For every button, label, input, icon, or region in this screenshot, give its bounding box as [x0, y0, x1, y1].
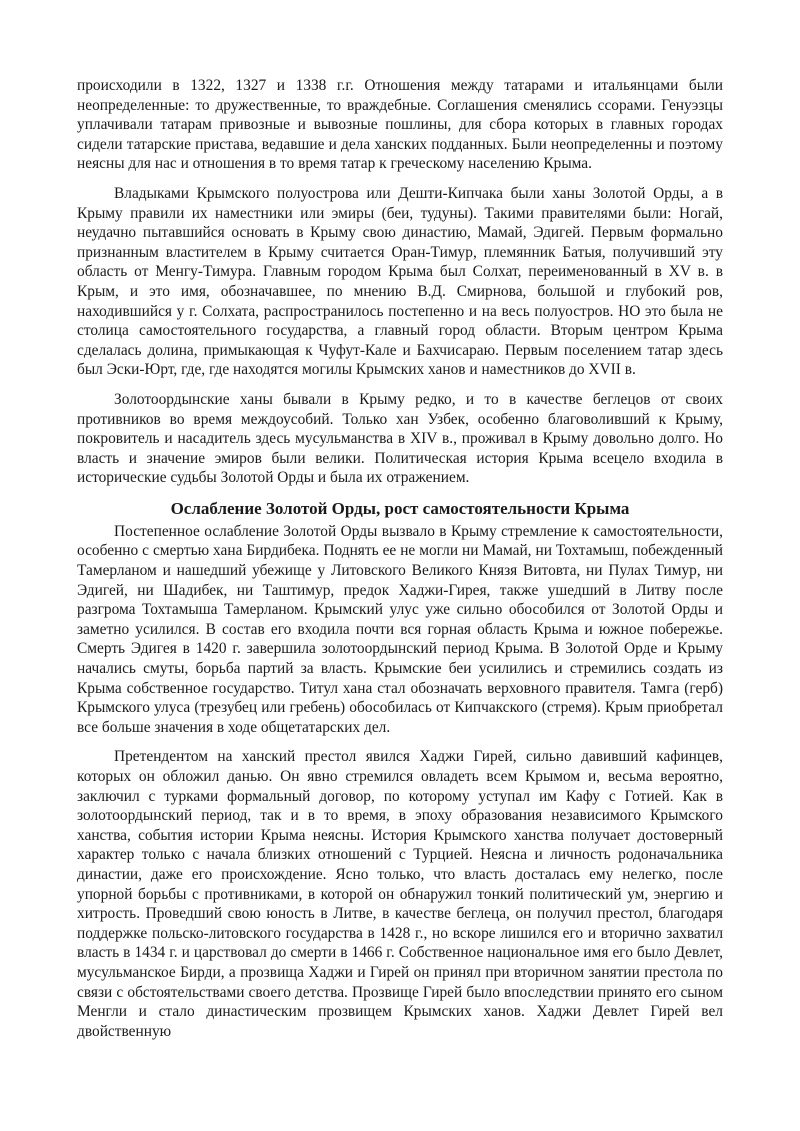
paragraph-5: Претендентом на ханский престол явился Хаджи Гирей, сильно давивший кафинцев, которых он обложил данью. Он явно стремился овладеть всем Крымом и, весьма вероятно, заключил с турками формальный договор, по которому уступал им Кафу с Готией. Как в золотоордынский период, так и в то время, в эпоху образования независимого Крымского ханства, события истории Крыма неясны. История Крымского ханства получает достоверный характер только с начала близких отношений с Турцией. Неясна и личность родоначальника династии, даже его происхождение. Ясно только, что власть досталась ему нелегко, после упорной борьбы с противниками, в которой он обнаружил тонкий политический ум, энергию и хитрость. Проведший свою юность в Литве, в качестве беглеца, он получил престол, благодаря поддержке польско-литовского государства в 1428 г., но вскоре лишился его и вторично захватил власть в 1434 г. и царствовал до смерти в 1466 г. Собственное национальное имя его было Девлет, мусульманское Бирди, а прозвища Хаджи и Гирей он принял при вторичном занятии престола по связи с обстоятельствами своего детства. Прозвище Гирей было впоследствии принято его сыном Менгли и стало династическим прозвищем Крымских ханов. Хаджи Девлет Гирей вел двойственную [77, 748, 723, 1040]
paragraph-2: Владыками Крымского полуострова или Дешти-Кипчака были ханы Золотой Орды, а в Крыму правили их наместники или эмиры (беи, тудуны). Такими правителями были: Ногай, неудачно пытавшийся основать в Крыму свою династию, Мамай, Эдигей. Первым формально признанным властителем в Крыму считается Оран-Тимур, племянник Батыя, получивший эту область от Менгу-Тимура. Главным городом Крыма был Солхат, переименованный в XV в. в Крым, и это имя, обозначавшее, по мнению В.Д. Смирнова, большой и глубокий ров, находившийся у г. Солхата, распространилось постепенно и на весь полуостров. НО это была не столица самостоятельного государства, а главный город области. Вторым центром Крыма сделалась долина, примыкающая к Чуфут-Кале и Бахчисараю. Первым поселением татар здесь был Эски-Юрт, где, где находятся могилы Крымских ханов и наместников до XVII в. [77, 184, 723, 379]
paragraph-3: Золотоордынские ханы бывали в Крыму редко, и то в качестве беглецов от своих противников во время междоусобий. Только хан Узбек, особенно благоволивший к Крыму, покровитель и насадитель здесь мусульманства в XIV в., проживал в Крыму довольно долго. Но власть и значение эмиров были велики. Политическая история Крыма всецело входила в исторические судьбы Золотой Орды и была их отражением. [77, 390, 723, 487]
section-heading: Ослабление Золотой Орды, рост самостоятельности Крыма [170, 498, 630, 518]
paragraph-4: Постепенное ослабление Золотой Орды вызвало в Крыму стремление к самостоятельности, особенно с смертью хана Бирдибека. Поднять ее не могли ни Мамай, ни Тохтамыш, побежденный Тамерланом и нашедший убежище у Литовского Великого Князя Витовта, ни Пулах Тимур, ни Эдигей, ни Шадибек, ни Таштимур, предок Хаджи-Гирея, также ушедший в Литву после разгрома Тохтамыша Тамерланом. Крымский улус уже сильно обособился от Золотой Орды и заметно усилился. В состав его входила почти вся горная область Крыма и южное побережье. Смерть Эдигея в 1420 г. завершила золотоордынский период Крыма. В Золотой Орде и Крыму начались смуты, борьба партий за власть. Крымские беи усилились и стремились создать из Крыма собственное государство. Титул хана стал обозначать верховного правителя. Тамга (герб) Крымского улуса (трезубец или гребень) обособилась от Кипчакского (стремя). Крым приобретал все больше значения в ходе общетатарских дел. [77, 522, 723, 736]
paragraph-1: происходили в 1322, 1327 и 1338 г.г. Отношения между татарами и итальянцами были неопределенные: то дружественные, то враждебные. Соглашения сменялись ссорами. Генуэзцы уплачивали татарам привозные и вывозные пошлины, для сбора которых в главных городах сидели татарские пристава, ведавшие и дела ханских подданных. Были неопределенны и поэтому неясны для нас и отношения в то время татар к греческому населению Крыма. [77, 77, 723, 173]
